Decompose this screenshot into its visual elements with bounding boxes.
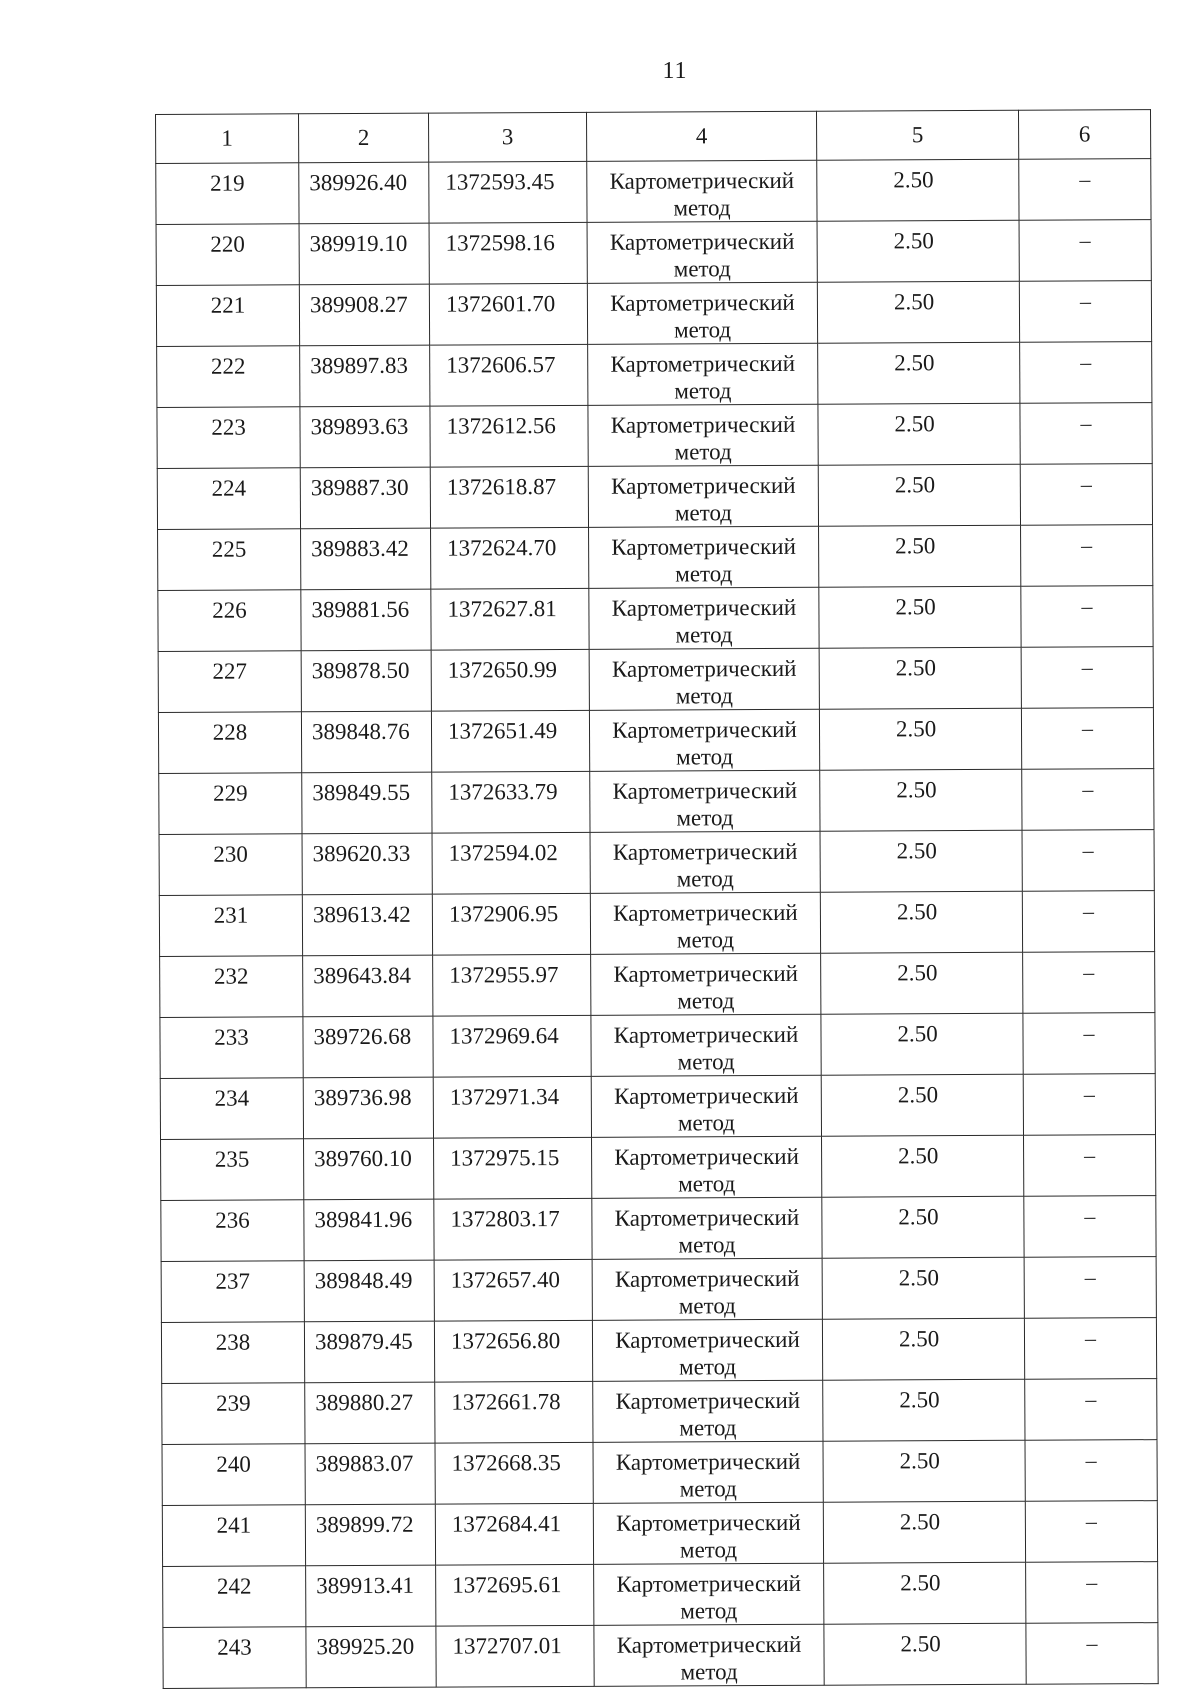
accuracy-cell: 2.50 xyxy=(822,1135,1024,1197)
note-dash: – xyxy=(1080,349,1092,375)
y-coordinate-cell: 1372624.70 xyxy=(431,527,589,589)
method-line-2: метод xyxy=(678,1293,736,1319)
note-cell xyxy=(1021,647,1153,709)
y-coordinate-cell: 1372650.99 xyxy=(431,649,589,711)
method-cell xyxy=(593,1502,823,1564)
x-coordinate-cell: 389883.07 xyxy=(305,1443,435,1505)
method-line-2: метод xyxy=(675,683,733,709)
table-row xyxy=(160,952,1155,1018)
method-line-2: метод xyxy=(679,1415,737,1441)
y-coordinate-cell: 1372975.15 xyxy=(434,1137,592,1199)
table-row xyxy=(156,159,1151,225)
point-number-cell: 235 xyxy=(161,1139,304,1201)
point-number-cell: 221 xyxy=(156,285,299,347)
table-row xyxy=(157,464,1152,530)
x-coordinate-cell: 389878.50 xyxy=(301,650,431,712)
method-cell xyxy=(591,1014,821,1076)
method-line-1: Картометрический xyxy=(616,1509,801,1536)
x-coordinate-cell: 389848.49 xyxy=(304,1260,434,1322)
method-line-1: Картометрический xyxy=(612,838,798,865)
method-line-2: метод xyxy=(674,500,733,526)
x-coordinate-cell: 389899.72 xyxy=(305,1504,435,1566)
note-cell xyxy=(1019,159,1151,221)
table-row xyxy=(161,1318,1156,1384)
table-row xyxy=(163,1562,1158,1628)
note-dash: – xyxy=(1081,593,1093,619)
method-line-1: Картометрический xyxy=(614,1204,800,1231)
note-cell xyxy=(1020,342,1152,404)
y-coordinate-cell: 1372612.56 xyxy=(430,405,588,467)
x-coordinate-cell: 389908.27 xyxy=(299,284,429,346)
note-cell xyxy=(1021,586,1153,648)
accuracy-cell: 2.50 xyxy=(823,1440,1025,1502)
accuracy-cell: 2.50 xyxy=(817,159,1019,221)
note-dash: – xyxy=(1083,959,1095,985)
x-coordinate-cell: 389613.42 xyxy=(302,894,432,956)
accuracy-cell: 2.50 xyxy=(818,342,1020,404)
point-number-cell: 222 xyxy=(157,346,300,408)
method-line-1: Картометрический xyxy=(611,655,797,682)
note-dash: – xyxy=(1079,227,1091,253)
column-header-4: 4 xyxy=(586,111,816,161)
x-coordinate-cell: 389881.56 xyxy=(301,589,431,651)
table-row xyxy=(161,1257,1156,1323)
table-header-row xyxy=(156,110,1151,164)
note-cell xyxy=(1023,952,1155,1014)
method-cell xyxy=(587,221,817,283)
note-dash: – xyxy=(1085,1447,1097,1473)
method-cell xyxy=(589,648,819,710)
table-row xyxy=(158,525,1153,591)
point-number-cell: 239 xyxy=(162,1383,305,1445)
method-cell xyxy=(591,953,821,1015)
method-cell xyxy=(594,1624,824,1686)
accuracy-cell: 2.50 xyxy=(819,647,1021,709)
accuracy-cell: 2.50 xyxy=(819,708,1021,770)
note-dash: – xyxy=(1084,1264,1096,1290)
method-cell xyxy=(588,404,818,466)
method-line-1: Картометрический xyxy=(612,716,797,743)
y-coordinate-cell: 1372627.81 xyxy=(431,588,589,650)
accuracy-cell: 2.50 xyxy=(820,891,1022,953)
table-row xyxy=(158,647,1153,713)
x-coordinate-cell: 389841.96 xyxy=(304,1199,434,1261)
accuracy-cell: 2.50 xyxy=(822,1196,1024,1258)
column-header-1: 1 xyxy=(156,114,299,164)
method-line-1: Картометрический xyxy=(610,350,796,377)
method-line-1: Картометрический xyxy=(613,960,799,987)
table-row xyxy=(159,769,1154,835)
table-row xyxy=(158,708,1153,774)
y-coordinate-cell: 1372707.01 xyxy=(436,1625,594,1687)
table-row xyxy=(161,1135,1156,1201)
method-line-1: Картометрический xyxy=(613,899,798,926)
method-line-2: метод xyxy=(677,988,735,1014)
note-dash: – xyxy=(1086,1569,1098,1595)
page-number: 11 xyxy=(662,58,688,84)
x-coordinate-cell: 389919.10 xyxy=(299,223,429,285)
accuracy-cell: 2.50 xyxy=(820,769,1022,831)
note-dash: – xyxy=(1083,1081,1095,1107)
method-cell xyxy=(593,1380,823,1442)
method-cell xyxy=(592,1136,822,1198)
method-line-1: Картометрический xyxy=(615,1326,800,1353)
x-coordinate-cell: 389848.76 xyxy=(301,711,431,773)
method-cell xyxy=(590,831,820,893)
method-line-1: Картометрический xyxy=(615,1448,801,1475)
note-dash: – xyxy=(1081,654,1093,680)
method-line-2: метод xyxy=(680,1598,738,1624)
method-line-1: Картометрический xyxy=(611,533,796,560)
method-cell xyxy=(592,1319,822,1381)
method-line-2: метод xyxy=(673,317,732,343)
note-dash: – xyxy=(1083,1020,1095,1046)
table-row xyxy=(159,830,1154,896)
y-coordinate-cell: 1372598.16 xyxy=(429,222,587,284)
accuracy-cell: 2.50 xyxy=(819,525,1021,587)
table-row xyxy=(156,281,1151,347)
note-cell xyxy=(1026,1562,1158,1624)
method-line-1: Картометрический xyxy=(610,472,796,499)
note-dash: – xyxy=(1082,898,1094,924)
method-cell xyxy=(592,1258,822,1320)
x-coordinate-cell: 389849.55 xyxy=(302,772,432,834)
method-line-2: метод xyxy=(675,561,733,587)
x-coordinate-cell: 389736.98 xyxy=(303,1077,433,1139)
point-number-cell: 233 xyxy=(160,1017,303,1079)
accuracy-cell: 2.50 xyxy=(817,281,1019,343)
note-dash: – xyxy=(1080,410,1092,436)
method-line-2: метод xyxy=(679,1476,737,1502)
point-number-cell: 230 xyxy=(159,834,302,896)
table-row xyxy=(162,1501,1157,1567)
accuracy-cell: 2.50 xyxy=(817,220,1019,282)
note-dash: – xyxy=(1079,166,1091,192)
x-coordinate-cell: 389893.63 xyxy=(300,406,430,468)
table-body xyxy=(156,159,1158,1689)
note-cell xyxy=(1025,1501,1157,1563)
method-line-1: Картометрический xyxy=(613,1021,799,1048)
method-line-1: Картометрический xyxy=(609,228,795,255)
note-dash: – xyxy=(1086,1630,1098,1656)
point-number-cell: 231 xyxy=(159,895,302,957)
point-number-cell: 240 xyxy=(162,1444,305,1506)
method-line-2: метод xyxy=(673,256,731,282)
x-coordinate-cell: 389925.20 xyxy=(306,1626,436,1688)
table-row xyxy=(162,1440,1157,1506)
column-header-5: 5 xyxy=(816,110,1018,160)
method-cell xyxy=(588,343,818,405)
y-coordinate-cell: 1372668.35 xyxy=(435,1442,593,1504)
x-coordinate-cell: 389760.10 xyxy=(304,1138,434,1200)
note-dash: – xyxy=(1080,471,1092,497)
y-coordinate-cell: 1372594.02 xyxy=(432,832,590,894)
method-cell xyxy=(591,1075,821,1137)
table-row xyxy=(157,403,1152,469)
point-number-cell: 227 xyxy=(158,651,301,713)
column-header-2: 2 xyxy=(299,113,429,163)
method-line-1: Картометрический xyxy=(615,1387,801,1414)
y-coordinate-cell: 1372618.87 xyxy=(430,466,588,528)
accuracy-cell: 2.50 xyxy=(818,403,1020,465)
x-coordinate-cell: 389620.33 xyxy=(302,833,432,895)
point-number-cell: 241 xyxy=(162,1505,305,1567)
method-line-2: метод xyxy=(676,866,734,892)
table-row xyxy=(162,1379,1157,1445)
point-number-cell: 224 xyxy=(157,468,300,530)
note-dash: – xyxy=(1085,1508,1097,1534)
y-coordinate-cell: 1372971.34 xyxy=(433,1076,591,1138)
note-cell xyxy=(1025,1440,1157,1502)
method-line-1: Картометрический xyxy=(616,1570,801,1597)
method-cell xyxy=(587,282,817,344)
method-line-2: метод xyxy=(676,805,734,831)
y-coordinate-cell: 1372661.78 xyxy=(435,1381,593,1443)
method-line-2: метод xyxy=(680,1659,738,1685)
y-coordinate-cell: 1372803.17 xyxy=(434,1198,592,1260)
y-coordinate-cell: 1372606.57 xyxy=(430,344,588,406)
point-number-cell: 243 xyxy=(163,1627,306,1689)
accuracy-cell: 2.50 xyxy=(823,1379,1025,1441)
note-cell xyxy=(1021,708,1153,770)
x-coordinate-cell: 389883.42 xyxy=(301,528,431,590)
table-row xyxy=(160,1013,1155,1079)
note-cell xyxy=(1023,1013,1155,1075)
point-number-cell: 234 xyxy=(160,1078,303,1140)
note-dash: – xyxy=(1081,532,1093,558)
method-line-2: метод xyxy=(677,1110,736,1136)
point-number-cell: 226 xyxy=(158,590,301,652)
note-cell xyxy=(1025,1379,1157,1441)
note-cell xyxy=(1021,525,1153,587)
y-coordinate-cell: 1372601.70 xyxy=(429,283,587,345)
method-line-1: Картометрический xyxy=(616,1631,802,1658)
method-line-1: Картометрический xyxy=(613,1082,799,1109)
method-cell xyxy=(594,1563,824,1625)
note-dash: – xyxy=(1085,1386,1097,1412)
point-number-cell: 219 xyxy=(156,163,299,225)
method-line-2: метод xyxy=(679,1537,738,1563)
table-row xyxy=(159,891,1154,957)
column-header-6: 6 xyxy=(1018,110,1150,160)
point-number-cell: 225 xyxy=(158,529,301,591)
table-row xyxy=(161,1196,1156,1262)
note-dash: – xyxy=(1082,776,1094,802)
note-cell xyxy=(1022,830,1154,892)
accuracy-cell: 2.50 xyxy=(819,586,1021,648)
y-coordinate-cell: 1372906.95 xyxy=(432,893,590,955)
note-cell xyxy=(1019,220,1151,282)
table-row xyxy=(160,1074,1155,1140)
point-number-cell: 236 xyxy=(161,1200,304,1262)
coordinates-table xyxy=(155,109,1159,1689)
accuracy-cell: 2.50 xyxy=(818,464,1020,526)
point-number-cell: 223 xyxy=(157,407,300,469)
method-line-1: Картометрический xyxy=(612,777,798,804)
method-line-2: метод xyxy=(677,1049,735,1075)
note-cell xyxy=(1020,464,1152,526)
table-row xyxy=(157,342,1152,408)
y-coordinate-cell: 1372969.64 xyxy=(433,1015,591,1077)
x-coordinate-cell: 389880.27 xyxy=(305,1382,435,1444)
y-coordinate-cell: 1372657.40 xyxy=(434,1259,592,1321)
note-cell xyxy=(1020,403,1152,465)
point-number-cell: 229 xyxy=(159,773,302,835)
note-cell xyxy=(1023,1074,1155,1136)
x-coordinate-cell: 389726.68 xyxy=(303,1016,433,1078)
note-dash: – xyxy=(1084,1203,1096,1229)
method-line-2: метод xyxy=(674,378,732,404)
y-coordinate-cell: 1372651.49 xyxy=(431,710,589,772)
method-line-1: Картометрический xyxy=(614,1143,799,1170)
accuracy-cell: 2.50 xyxy=(823,1501,1025,1563)
note-cell xyxy=(1026,1623,1158,1685)
note-cell xyxy=(1024,1135,1156,1197)
method-line-1: Картометрический xyxy=(611,594,797,621)
accuracy-cell: 2.50 xyxy=(821,952,1023,1014)
method-line-2: метод xyxy=(679,1354,737,1380)
accuracy-cell: 2.50 xyxy=(822,1257,1024,1319)
method-line-2: метод xyxy=(676,927,735,953)
point-number-cell: 237 xyxy=(161,1261,304,1323)
table-row xyxy=(156,220,1151,286)
y-coordinate-cell: 1372684.41 xyxy=(435,1503,593,1565)
point-number-cell: 220 xyxy=(156,224,299,286)
accuracy-cell: 2.50 xyxy=(821,1074,1023,1136)
method-cell xyxy=(592,1197,822,1259)
y-coordinate-cell: 1372656.80 xyxy=(434,1320,592,1382)
note-cell xyxy=(1019,281,1151,343)
method-line-2: метод xyxy=(678,1171,736,1197)
point-number-cell: 232 xyxy=(160,956,303,1018)
y-coordinate-cell: 1372593.45 xyxy=(429,161,587,223)
y-coordinate-cell: 1372955.97 xyxy=(433,954,591,1016)
method-line-2: метод xyxy=(673,195,731,221)
table-row xyxy=(163,1623,1158,1689)
note-cell xyxy=(1024,1196,1156,1258)
accuracy-cell: 2.50 xyxy=(822,1318,1024,1380)
note-dash: – xyxy=(1082,837,1094,863)
accuracy-cell: 2.50 xyxy=(824,1623,1026,1685)
y-coordinate-cell: 1372633.79 xyxy=(432,771,590,833)
note-cell xyxy=(1024,1318,1156,1380)
note-dash: – xyxy=(1081,715,1094,741)
x-coordinate-cell: 389887.30 xyxy=(300,467,430,529)
note-cell xyxy=(1022,891,1154,953)
method-cell xyxy=(589,587,819,649)
method-cell xyxy=(588,465,818,527)
accuracy-cell: 2.50 xyxy=(820,830,1022,892)
x-coordinate-cell: 389897.83 xyxy=(300,345,430,407)
note-dash: – xyxy=(1079,288,1091,314)
point-number-cell: 228 xyxy=(158,712,301,774)
method-cell xyxy=(589,526,819,588)
method-line-2: метод xyxy=(678,1232,736,1258)
method-cell xyxy=(593,1441,823,1503)
note-cell xyxy=(1022,769,1154,831)
method-line-1: Картометрический xyxy=(614,1265,800,1292)
y-coordinate-cell: 1372695.61 xyxy=(436,1564,594,1626)
x-coordinate-cell: 389879.45 xyxy=(304,1321,434,1383)
note-dash: – xyxy=(1084,1142,1096,1168)
x-coordinate-cell: 389926.40 xyxy=(299,162,429,224)
method-cell xyxy=(590,892,820,954)
method-line-2: метод xyxy=(676,744,734,770)
method-line-1: Картометрический xyxy=(609,167,795,194)
point-number-cell: 238 xyxy=(161,1322,304,1384)
method-line-2: метод xyxy=(674,439,732,465)
method-cell xyxy=(587,160,817,222)
column-header-3: 3 xyxy=(428,112,586,162)
table-row xyxy=(158,586,1153,652)
method-line-1: Картометрический xyxy=(610,411,796,438)
method-line-1: Картометрический xyxy=(610,289,795,316)
note-cell xyxy=(1024,1257,1156,1319)
method-line-2: метод xyxy=(675,622,733,648)
accuracy-cell: 2.50 xyxy=(821,1013,1023,1075)
x-coordinate-cell: 389643.84 xyxy=(303,955,433,1017)
point-number-cell: 242 xyxy=(163,1566,306,1628)
x-coordinate-cell: 389913.41 xyxy=(306,1565,436,1627)
method-cell xyxy=(589,709,819,771)
method-cell xyxy=(590,770,820,832)
accuracy-cell: 2.50 xyxy=(824,1562,1026,1624)
note-dash: – xyxy=(1084,1325,1097,1351)
